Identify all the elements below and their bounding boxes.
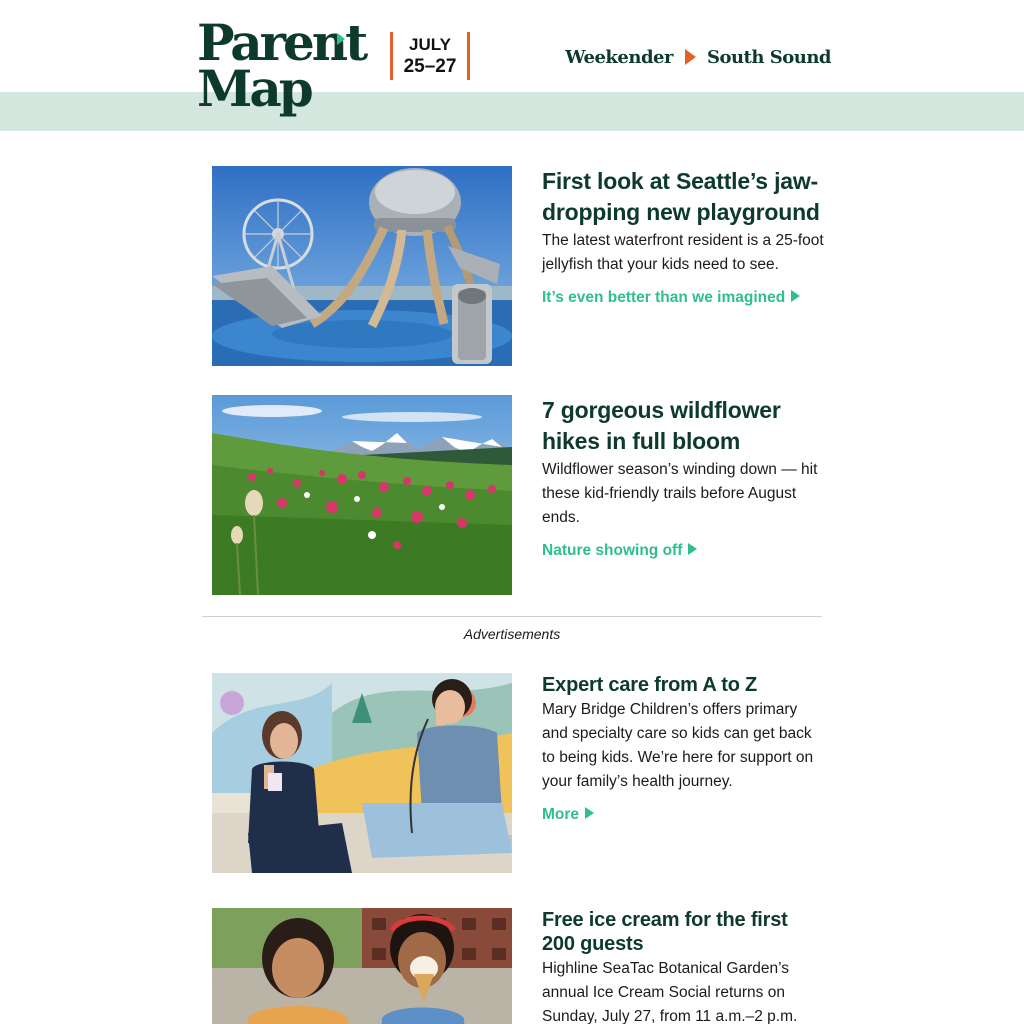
play-arrow-icon <box>685 49 696 65</box>
ad-image-ice-cream[interactable] <box>212 908 512 1024</box>
link-label: More <box>542 806 580 823</box>
story-image-playground[interactable] <box>212 166 512 366</box>
edition-name: Weekender <box>565 46 673 68</box>
play-arrow-icon <box>791 290 800 302</box>
story-text <box>542 908 824 1024</box>
ad-title[interactable]: Expert care from A to Z <box>542 674 758 696</box>
edition-label <box>565 44 831 70</box>
logo-word-map: Map <box>197 59 311 118</box>
story-text <box>542 166 824 309</box>
wildflower-photo <box>212 395 512 595</box>
story-summary: Wildflower season’s winding down — hit these kid-friendly trails before August ends. <box>542 461 818 526</box>
story-text <box>542 673 824 826</box>
story-title[interactable]: First look at Seattle’s jaw-dropping new playground <box>542 168 820 225</box>
story-read-more-link[interactable] <box>542 540 697 562</box>
logo-play-icon <box>337 33 345 45</box>
story-summary: The latest waterfront resident is a 25-foot jellyfish that your kids need to see. <box>542 232 824 273</box>
edition-region: South Sound <box>706 46 831 68</box>
header-band <box>0 92 1024 131</box>
story-text <box>542 395 824 562</box>
advertisements-label: Advertisements <box>463 626 561 642</box>
story-title[interactable]: 7 gorgeous wildflower hikes in full bloom <box>542 397 781 454</box>
section-divider <box>202 616 822 617</box>
clinic-photo <box>212 673 512 873</box>
ad-more-link[interactable] <box>542 804 594 826</box>
ad-title[interactable]: Free ice cream for the first 200 guests <box>542 909 788 955</box>
ad-summary: Mary Bridge Children’s offers primary and specialty care so kids can get back to being kids. We’re here for support on your family’s health journey. <box>542 701 814 790</box>
parentmap-logo[interactable] <box>197 13 366 122</box>
play-arrow-icon <box>585 807 594 819</box>
issue-date <box>390 32 470 80</box>
ad-summary: Highline SeaTac Botanical Garden’s annual Ice Cream Social returns on Sunday, July 27, from 11 a.m.–2 p.m. <box>542 960 798 1024</box>
issue-days: 25–27 <box>403 56 457 77</box>
issue-month: JULY <box>409 35 451 54</box>
link-label: Nature showing off <box>542 542 683 559</box>
newsletter-header <box>0 0 1024 131</box>
playground-photo <box>212 166 512 366</box>
ice-cream-photo <box>212 908 512 1024</box>
logo-word-parent: Parent <box>197 13 366 72</box>
play-arrow-icon <box>688 543 697 555</box>
story-image-wildflowers[interactable] <box>212 395 512 595</box>
ad-image-pediatric-care[interactable] <box>212 673 512 873</box>
link-label: It’s even better than we imagined <box>542 289 786 306</box>
story-read-more-link[interactable] <box>542 287 800 309</box>
